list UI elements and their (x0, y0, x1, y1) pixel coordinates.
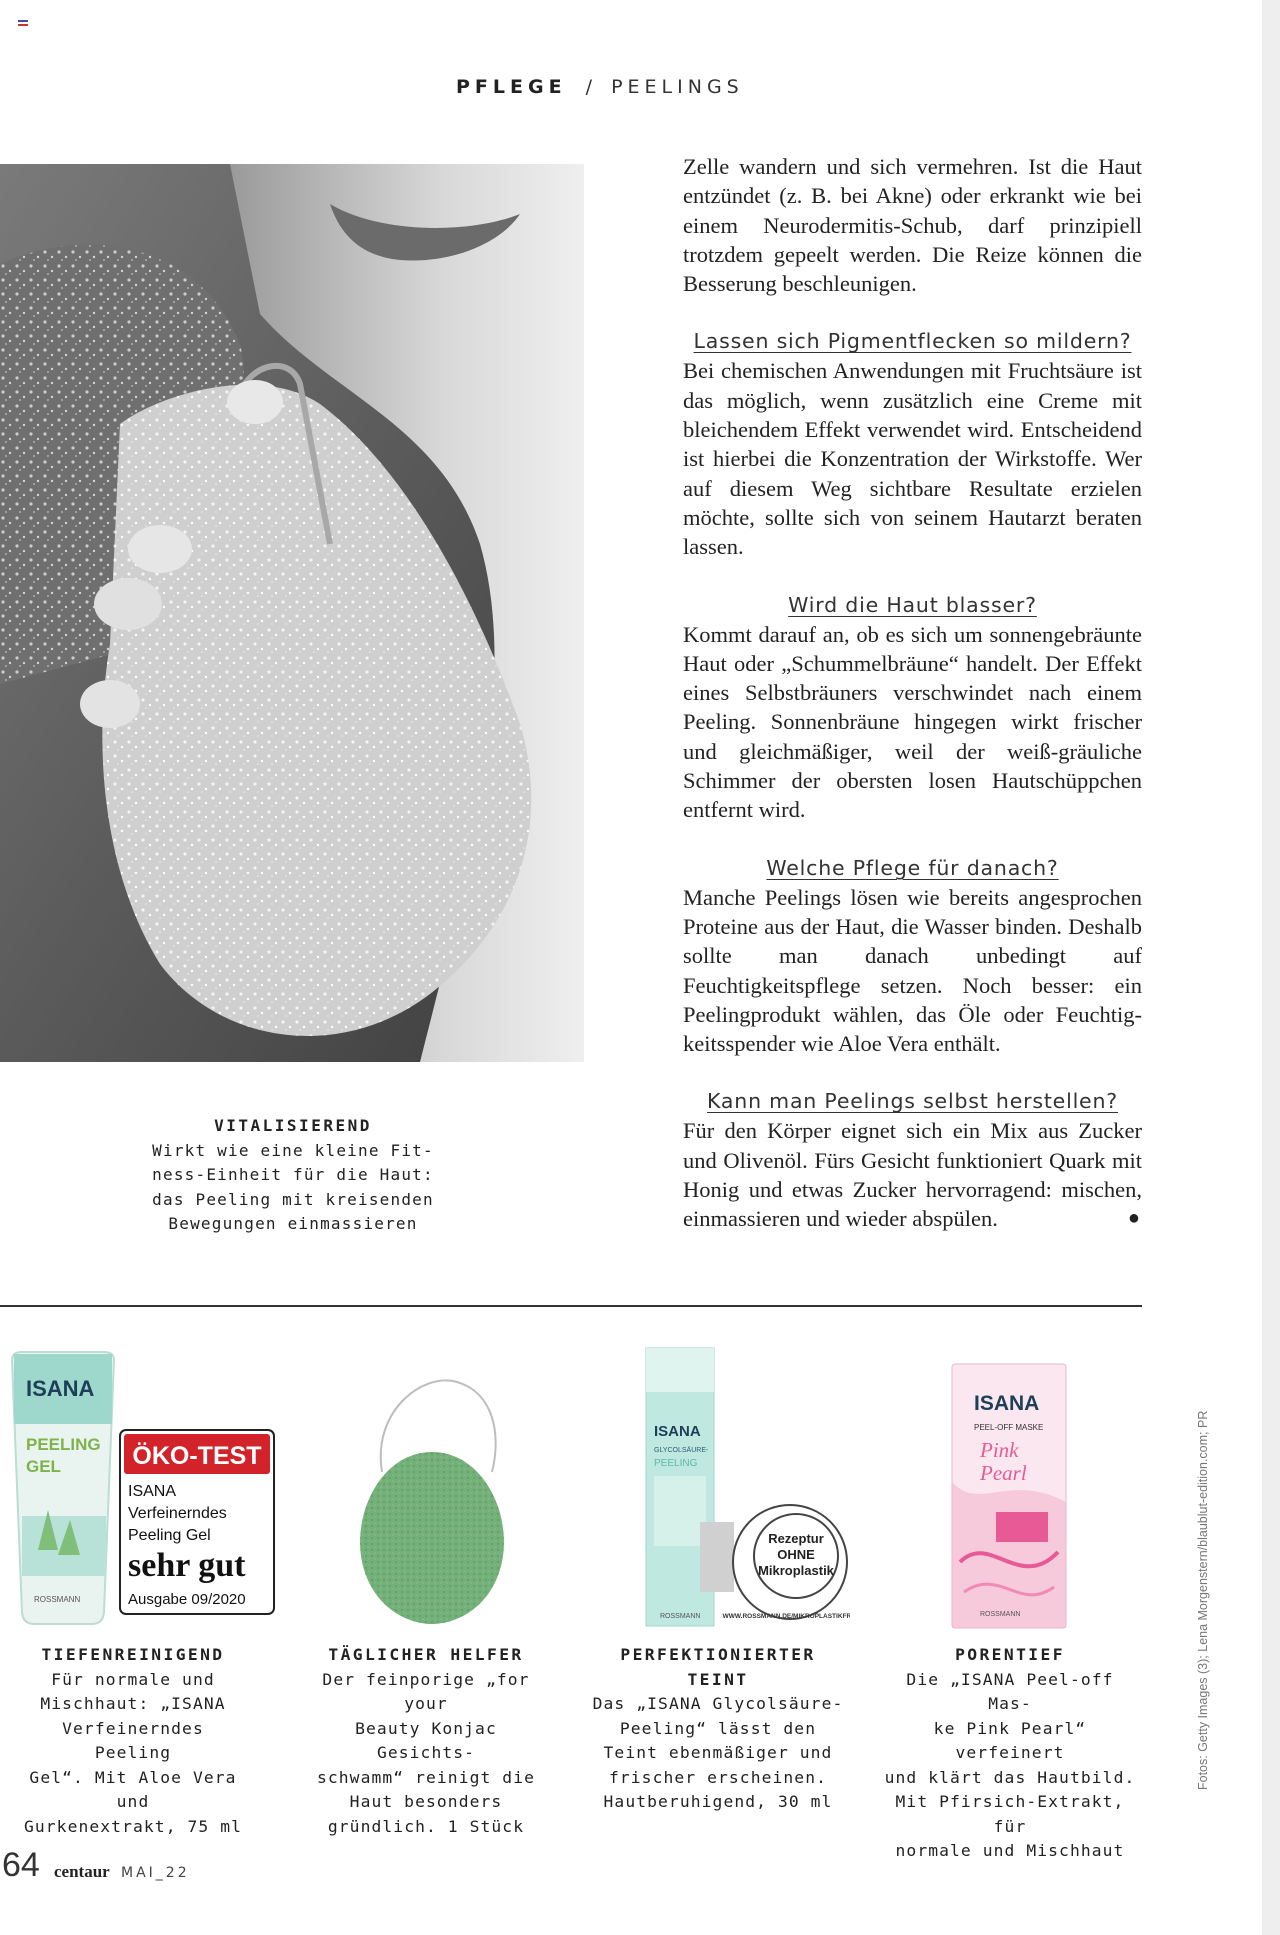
answer-paragraph: Kommt darauf an, ob es sich um sonnengebräunte Haut oder „Schummelbräune“ handelt. Der Effekt eines Selbstbräuners verschwindet nach einem Peeling. Sonnenbräune hingegen wirkt frischer und gleichmäßiger, weil der weiß-gräuliche Schimmer der obersten losen Hautschüppchen entfernt wird. (683, 621, 1142, 823)
product-caption (22, 1643, 244, 1839)
product-line: Peeling“ lässt den (619, 1718, 817, 1738)
corner-mark (18, 20, 28, 26)
peeling-gel-tube-image (8, 1350, 276, 1630)
glycol-peeling-box-image (640, 1346, 850, 1630)
product-line: Beauty Konjac Gesichts- (355, 1718, 497, 1762)
answer-paragraph: Manche Peelings lösen wie bereits angesprochen Proteine aus der Haut, die Wasser binden. Deshalb sollte man danach unbedingt auf Feuchtigkeitspflege setzen. Noch besser: ein Peelingprodukt wählen, das Öle oder Feuchtigkeitsspender wie Aloe Vera enthält. (683, 884, 1142, 1057)
product-glycol-peeling (640, 1346, 850, 1630)
product-line: Hautberuhigend, 30 ml (603, 1792, 833, 1811)
product-line: Das „ISANA Glycolsäure- (592, 1694, 844, 1713)
question-heading: Welche Pflege für danach? (766, 855, 1059, 880)
product-line: Die „ISANA Peel-off Mas- (906, 1669, 1114, 1713)
oekotest-logo: ÖKO-TEST (132, 1442, 262, 1470)
seal-line-3: Mikroplastik (758, 1563, 834, 1578)
oekotest-badge (120, 1430, 274, 1614)
mikroplastik-seal (723, 1505, 850, 1620)
badge-issue: Ausgabe 09/2020 (128, 1591, 246, 1608)
mask-name-2: Pink (980, 1438, 1019, 1462)
caption-title: VITALISIEREND (214, 1116, 372, 1135)
product-caption (884, 1643, 1136, 1864)
section-divider (0, 1305, 1142, 1307)
product-caption (590, 1643, 846, 1815)
product-caption (302, 1643, 550, 1839)
product-title: TÄGLICHER HELFER (328, 1645, 524, 1664)
badge-line-1: ISANA (128, 1483, 177, 1500)
product-title: TIEFENREINIGEND (41, 1645, 225, 1664)
caption-line: das Peeling mit kreisenden (152, 1189, 434, 1209)
seal-line-2: OHNE (777, 1547, 815, 1562)
page-number: 64 (2, 1846, 40, 1884)
badge-line-2: Verfeinerndes (128, 1505, 227, 1522)
answer-text: Für den Körper eignet sich ein Mix aus Zucker und Olivenöl. Fürs Gesicht funktioniert Quark mit Honig und etwas Zucker hervorragend: mischen, einmassieren und wieder abspülen. (683, 1118, 1142, 1232)
page-edge (1262, 0, 1280, 1935)
badge-line-3: Peeling Gel (128, 1527, 211, 1544)
badge-rating: sehr gut (128, 1547, 246, 1584)
tube-name-1: PEELING (26, 1435, 101, 1454)
section-subtitle: PEELINGS (611, 76, 744, 98)
tube-brand: ISANA (26, 1376, 95, 1401)
product-line: und klärt das Hautbild. (884, 1767, 1136, 1787)
box-name-1: GLYCOLSÄURE- (654, 1447, 709, 1454)
question-heading: Wird die Haut blasser? (788, 592, 1037, 617)
product-peeling-gel (8, 1350, 276, 1630)
box-name-2: PEELING (654, 1458, 698, 1469)
tube-maker: ROSSMANN (34, 1595, 81, 1604)
product-title: PORENTIEF (955, 1645, 1065, 1664)
box-maker: ROSSMANN (660, 1613, 701, 1620)
product-line: normale und Mischhaut (895, 1841, 1125, 1860)
product-konjac-sponge (352, 1362, 512, 1632)
product-line: Mit Pfirsich-Extrakt, für (895, 1792, 1125, 1836)
product-line: Mischhaut: „ISANA (40, 1694, 226, 1713)
box-brand: ISANA (654, 1423, 701, 1440)
product-peel-off-mask (950, 1362, 1068, 1630)
product-line: Der feinporige „for your (322, 1669, 530, 1713)
mask-name-3: Pearl (980, 1461, 1027, 1485)
caption-line: Bewegungen einmassieren (168, 1214, 418, 1233)
product-line: Haut besonders (349, 1792, 503, 1811)
hand-scrub-image (0, 164, 584, 1062)
magazine-logo: centaur (54, 1862, 110, 1881)
tube-name-2: GEL (26, 1457, 61, 1476)
section-separator: / (585, 76, 593, 98)
product-line: Gel“. Mit Aloe Vera und (29, 1767, 237, 1811)
product-line: Verfeinerndes Peeling (62, 1718, 204, 1762)
seal-line-1: Rezeptur (768, 1531, 824, 1546)
photo-caption (138, 1114, 448, 1237)
product-title: PERFEKTIONIERTER TEINT (620, 1645, 816, 1689)
section-title: PFLEGE (456, 76, 567, 98)
issue-label: MAI_22 (121, 1865, 190, 1881)
peel-off-mask-image (950, 1362, 1068, 1630)
caption-line: Wirkt wie eine kleine Fit- (152, 1140, 434, 1160)
product-line: gründlich. 1 Stück (327, 1816, 525, 1836)
konjac-sponge-image (352, 1362, 512, 1632)
product-line: frischer erscheinen. (608, 1767, 828, 1787)
product-line: Gurkenextrakt, 75 ml (23, 1816, 243, 1836)
seal-ring-text: WWW.ROSSMANN.DE/MIKROPLASTIKFREI (722, 1613, 850, 1620)
product-line: Teint ebenmäßiger und (603, 1743, 833, 1762)
question-heading: Kann man Peelings selbst herstellen? (707, 1089, 1118, 1114)
end-mark: ● (1127, 1207, 1140, 1230)
answer-paragraph (683, 1116, 1142, 1233)
article-intro: Zelle wandern und sich vermehren. Ist die Haut entzündet (z. B. bei Akne) oder erkrankt wie bei einem Neurodermitis-Schub, darf prinzipiell trotzdem gepeelt werden. Die Reize können die Besserung beschleunigen. (683, 154, 1142, 297)
caption-line: ness-Einheit für die Haut: (152, 1165, 434, 1184)
product-line: schwamm“ reinigt die (316, 1767, 536, 1787)
mask-maker: ROSSMANN (980, 1611, 1021, 1618)
product-line: Für normale und (51, 1669, 215, 1689)
hero-photo (0, 164, 584, 1062)
question-heading: Lassen sich Pigmentflecken so mildern? (693, 329, 1132, 354)
product-line: ke Pink Pearl“ verfeinert (933, 1718, 1087, 1762)
answer-paragraph: Bei chemischen Anwendungen mit Fruchtsäure ist das möglich, wenn zusätzlich eine Creme mit bleichendem Effekt verwendet wird. Entscheidend ist hierbei die Konzentration der Wirkstoffe. Wer auf diesem Weg sichtbare Resultate erzielen möchte, sollte sich von seinem Hautarzt beraten lassen. (683, 358, 1142, 560)
article-column (683, 152, 1142, 1234)
mask-brand: ISANA (974, 1392, 1040, 1415)
photo-credit: Fotos: Getty Images (3); Lena Morgenstern/blaublut-edition.com; PR (1196, 1410, 1210, 1790)
section-header (456, 76, 744, 98)
mask-name-1: PEEL-OFF MASKE (974, 1423, 1044, 1432)
